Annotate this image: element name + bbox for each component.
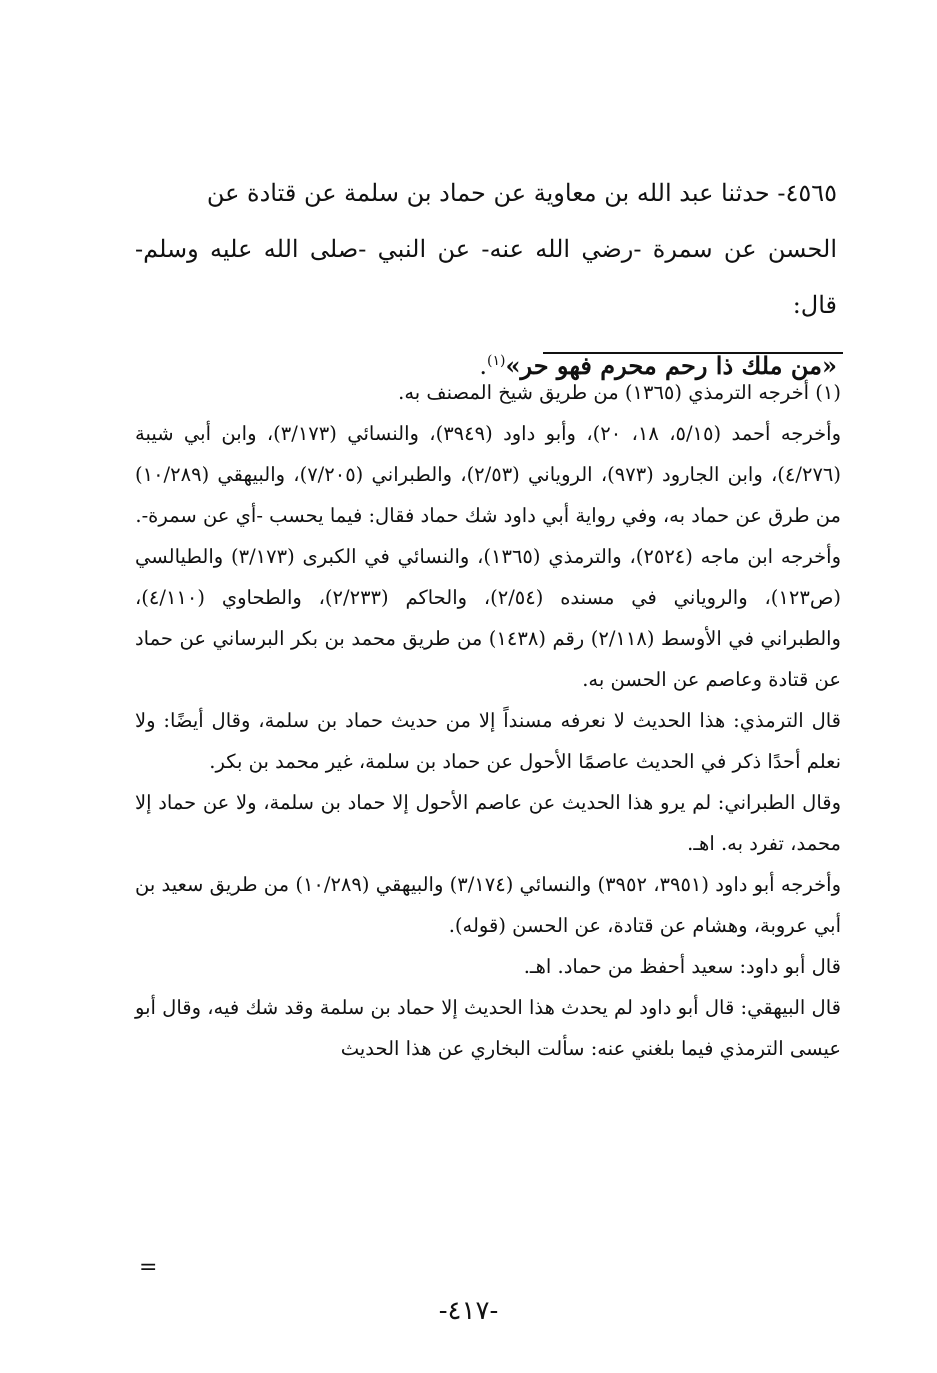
footnote-reference: (١) xyxy=(487,353,506,369)
footnotes xyxy=(135,372,841,1069)
hadith-end-mark: . xyxy=(479,352,488,380)
footnote-paragraph: قال الترمذي: هذا الحديث لا نعرفه مسنداً إلا من حديث حماد بن سلمة، وقال أيضًا: ولا نعلم أحدًا ذكر في الحديث عاصمًا الأحول عن حماد بن سلمة، غير محمد بن بكر. xyxy=(135,709,841,773)
footnote-paragraph: (١) أخرجه الترمذي (١٣٦٥) من طريق شيخ المصنف به. xyxy=(398,381,841,404)
footnote-paragraph: قال أبو داود: سعيد أحفظ من حماد. اهـ. xyxy=(523,955,841,978)
hadith-line-2: الحسن عن سمرة -رضي الله عنه- عن النبي -صلى الله عليه وسلم- قال: xyxy=(135,235,837,319)
footnote-paragraph: وأخرجه أبو داود (٣٩٥١، ٣٩٥٢) والنسائي (٣/١٧٤) والبيهقي (١٠/٢٨٩) من طريق سعيد بن أبي عروبة، وهشام عن قتادة، عن الحسن (قوله). xyxy=(135,873,841,937)
continuation-mark: = xyxy=(139,1255,158,1280)
hadith-line-1: ٤٥٦٥- حدثنا عبد الله بن معاوية عن حماد بن سلمة عن قتادة عن xyxy=(206,179,837,207)
hadith-text xyxy=(135,165,837,394)
footnote-divider xyxy=(543,352,843,354)
prophetic-quote: «من ملك ذا رحم محرم فهو حر» xyxy=(505,351,837,380)
footnote-paragraph: وأخرجه ابن ماجه (٢٥٢٤)، والترمذي (١٣٦٥)، والنسائي في الكبرى (٣/١٧٣) والطيالسي (ص١٢٣)، والروياني في مسنده (٢/٥٤)، والحاكم (٢/٢٣٣)، والطحاوي (٤/١١٠)، والطبراني في الأوسط (٢/١١٨) رقم (١٤٣٨) من طريق محمد بن بكر البرساني عن حماد عن قتادة وعاصم عن الحسن به. xyxy=(135,545,841,691)
footnote-paragraph: وقال الطبراني: لم يرو هذا الحديث عن عاصم الأحول إلا حماد بن سلمة، ولا عن حماد إلا محمد، تفرد به. اهـ. xyxy=(135,791,841,855)
footnote-paragraph: وأخرجه أحمد (٥/١٥، ١٨، ٢٠)، وأبو داود (٣٩٤٩)، والنسائي (٣/١٧٣)، وابن أبي شيبة (٤/٢٧٦)، وابن الجارود (٩٧٣)، الروياني (٢/٥٣)، والطبراني (٧/٢٠٥)، والبيهقي (١٠/٢٨٩) من طرق عن حماد به، وفي رواية أبي داود شك حماد فقال: فيما يحسب -أي عن سمرة-. xyxy=(135,422,841,527)
page-number: -٤١٧- xyxy=(438,1296,499,1326)
footnote-paragraph: قال البيهقي: قال أبو داود لم يحدث هذا الحديث إلا حماد بن سلمة وقد شك فيه، وقال أبو عيسى الترمذي فيما بلغني عنه: سألت البخاري عن هذا الحديث xyxy=(135,996,841,1060)
